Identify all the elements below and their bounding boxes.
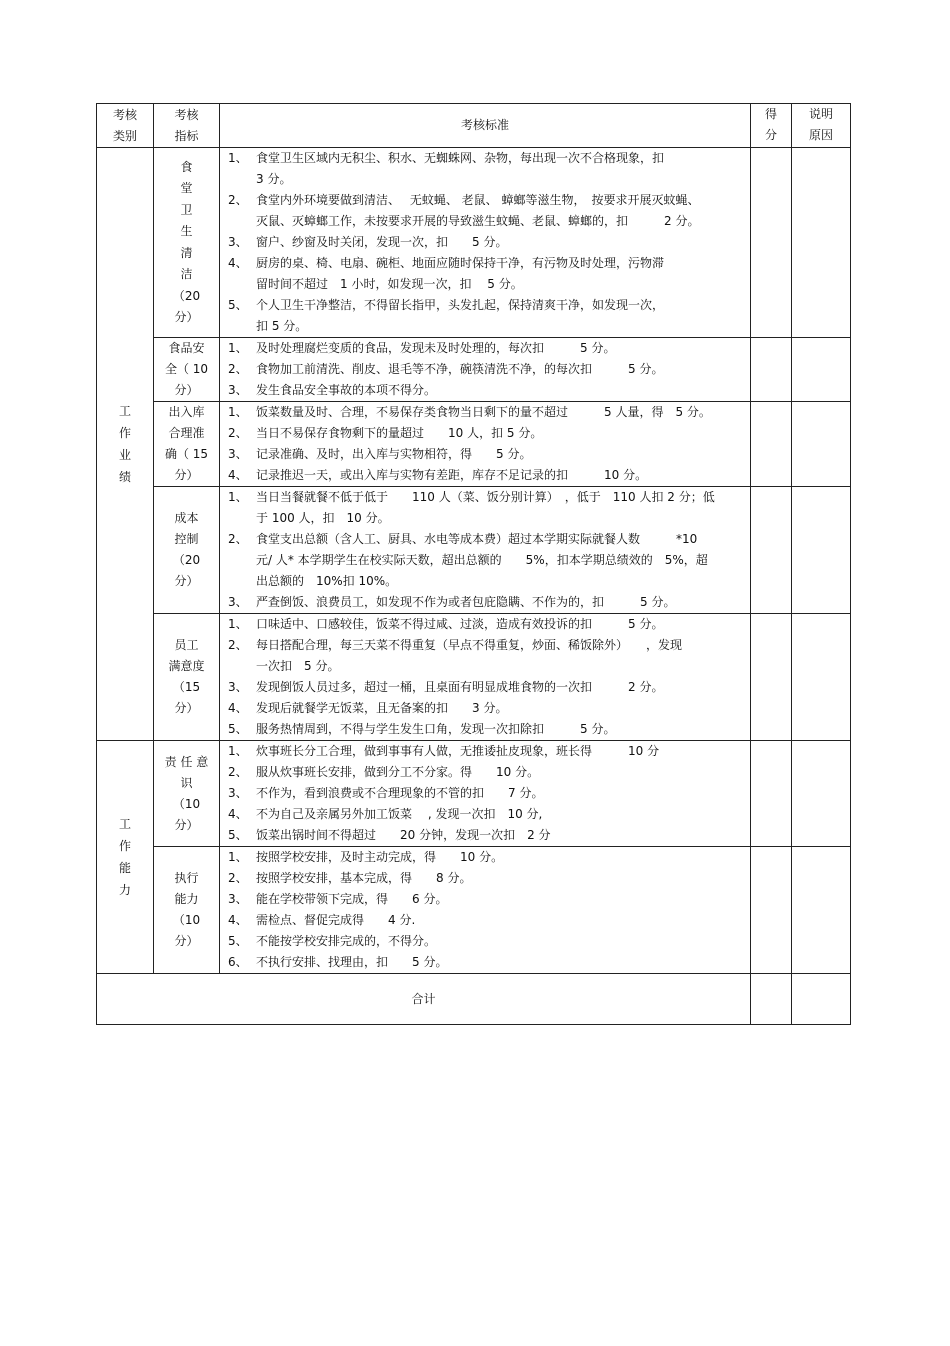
criterion-number: 4、	[228, 913, 248, 927]
score-cell[interactable]	[751, 847, 792, 974]
indicator-text: 分）	[174, 701, 199, 715]
criterion-text: 当日不易保存食物剩下的量超过 10 人，扣 5 分。	[256, 426, 543, 440]
criterion-item	[228, 380, 738, 401]
indicator-text: 堂	[180, 181, 193, 195]
criterion-item	[228, 444, 738, 465]
criterion-number: 2、	[228, 362, 248, 376]
indicator-text: （10	[172, 796, 201, 811]
criterion-text: 口味适中、口感较佳，饭菜不得过咸、过淡，造成有效投诉的扣 5 分。	[256, 617, 664, 631]
indicator-text: 洁	[180, 267, 193, 281]
criterion-text: 厨房的桌、椅、电扇、碗柜、地面应随时保持干净，有污物及时处理，污物滞	[256, 256, 665, 270]
total-reason-cell[interactable]	[792, 974, 851, 1025]
criterion-item	[228, 592, 738, 613]
criterion-text: 元/ 人* 本学期学生在校实际天数，超出总额的 5%，扣本学期总绩效的 5%，超	[256, 553, 708, 567]
reason-cell[interactable]	[792, 402, 851, 487]
indicator-text: 分）	[174, 310, 199, 324]
standard-cell	[220, 847, 751, 974]
criterion-number: 6、	[228, 955, 248, 969]
indicator-text: （10	[172, 913, 201, 927]
standard-cell	[220, 148, 751, 338]
criterion-text: 扣 5 分。	[256, 319, 308, 333]
criterion-text: 按照学校安排，及时主动完成，得 10 分。	[256, 850, 504, 864]
criterion-number: 1、	[228, 850, 248, 864]
section-row	[97, 847, 851, 974]
criterion-number: 3、	[228, 786, 248, 800]
criterion-text: 灭鼠、灭蟑螂工作，未按要求开展的导致滋生蚊蝇、老鼠、蟑螂的，扣 2 分。	[256, 214, 700, 228]
criterion-number: 3、	[228, 680, 248, 694]
standard-cell	[220, 338, 751, 402]
indicator-cell	[154, 847, 220, 974]
criterion-text: 饭菜数量及时、合理，不易保存类食物当日剩下的量不超过 5 人量，得 5 分。	[256, 405, 711, 419]
criterion-item	[228, 487, 738, 529]
criterion-text: 于 100 人，扣 10 分。	[256, 511, 390, 525]
category-char: 工	[118, 404, 131, 418]
category-char: 作	[118, 426, 131, 440]
assessment-table	[96, 103, 851, 1025]
criterion-number: 4、	[228, 701, 248, 715]
criterion-text: 需检点、督促完成得 4 分.	[256, 913, 416, 927]
score-cell[interactable]	[751, 741, 792, 847]
criterion-text: 不能按学校安排完成的，不得分。	[256, 934, 437, 948]
criterion-item	[228, 465, 738, 486]
indicator-text: 食	[180, 159, 193, 174]
criterion-text: 严查倒饭、浪费员工，如发现不作为或者包庇隐瞒、不作为的，扣 5 分。	[256, 595, 676, 609]
section-row	[97, 741, 851, 847]
indicator-text: 分）	[174, 817, 199, 832]
criterion-number: 2、	[228, 871, 248, 885]
criterion-text: 一次扣 5 分。	[256, 659, 340, 673]
section-row	[97, 614, 851, 741]
indicator-text: 分）	[174, 934, 199, 948]
criterion-item	[228, 762, 738, 783]
criterion-number: 5、	[228, 828, 248, 842]
criterion-number: 5、	[228, 934, 248, 948]
criterion-item	[228, 529, 738, 592]
criterion-item	[228, 868, 738, 889]
criterion-item	[228, 825, 738, 846]
criterion-number: 1、	[228, 405, 248, 419]
criterion-item	[228, 677, 738, 698]
indicator-cell	[154, 741, 220, 847]
criterion-item	[228, 635, 738, 677]
score-cell[interactable]	[751, 487, 792, 614]
criterion-text: 出总额的 10%扣 10%。	[256, 574, 398, 588]
indicator-text: 全（ 10	[164, 362, 209, 376]
section-row	[97, 148, 851, 338]
reason-cell[interactable]	[792, 148, 851, 338]
criterion-number: 1、	[228, 617, 248, 631]
header-standard: 考核标准	[220, 104, 751, 148]
category-char: 业	[118, 448, 131, 462]
criterion-text: 发现倒饭人员过多，超过一桶，且桌面有明显成堆食物的一次扣 2 分。	[256, 680, 664, 694]
category-char: 能	[118, 861, 131, 875]
category-char: 工	[118, 817, 131, 831]
standard-cell	[220, 402, 751, 487]
criterion-number: 1、	[228, 490, 248, 504]
indicator-text: （20	[172, 553, 201, 567]
criterion-item	[228, 889, 738, 910]
criterion-item	[228, 783, 738, 804]
section-row	[97, 402, 851, 487]
criterion-text: 记录准确、及时，出入库与实物相符，得 5 分。	[256, 447, 532, 461]
header-reason: 说明 原因	[792, 104, 851, 148]
reason-cell[interactable]	[792, 338, 851, 402]
criterion-number: 2、	[228, 638, 248, 652]
criterion-number: 2、	[228, 765, 248, 779]
criterion-item	[228, 614, 738, 635]
standard-cell	[220, 741, 751, 847]
score-cell[interactable]	[751, 614, 792, 741]
category-cell	[97, 148, 154, 741]
criterion-text: 不执行安排、找理由，扣 5 分。	[256, 955, 448, 969]
criterion-text: 不作为，看到浪费或不合理现象的不管的扣 7 分。	[256, 786, 544, 800]
standard-cell	[220, 614, 751, 741]
criterion-item	[228, 402, 738, 423]
indicator-text: 生	[180, 224, 193, 238]
standard-cell	[220, 487, 751, 614]
indicator-text: （20	[172, 288, 201, 303]
criterion-text: 服务热情周到，不得与学生发生口角，发现一次扣除扣 5 分。	[256, 722, 616, 736]
criterion-item	[228, 253, 738, 295]
reason-cell[interactable]	[792, 741, 851, 847]
criterion-item	[228, 952, 738, 973]
indicator-text: 分）	[174, 468, 199, 482]
criterion-text: 及时处理腐烂变质的食品，发现未及时处理的，每次扣 5 分。	[256, 341, 616, 355]
category-cell	[97, 741, 154, 974]
indicator-text: 识	[180, 775, 193, 790]
indicator-text: 合理准	[168, 426, 205, 440]
criterion-text: 当日当餐就餐不低于低于 110 人（菜、饭分别计算） ，低于 110 人扣 2 分；低	[256, 490, 715, 504]
header-row	[97, 104, 851, 148]
criterion-item	[228, 931, 738, 952]
criterion-text: 服从炊事班长安排，做到分工不分家。得 10 分。	[256, 765, 540, 779]
criterion-number: 3、	[228, 595, 248, 609]
indicator-text: 清	[180, 245, 193, 260]
criterion-number: 2、	[228, 426, 248, 440]
indicator-text: 责 任 意	[164, 754, 209, 769]
criterion-number: 5、	[228, 298, 248, 312]
reason-cell[interactable]	[792, 614, 851, 741]
criterion-number: 1、	[228, 151, 248, 165]
reason-cell[interactable]	[792, 847, 851, 974]
indicator-text: 成本	[174, 511, 199, 525]
criterion-number: 3、	[228, 447, 248, 461]
criterion-text: 食堂支出总额（含人工、厨具、水电等成本费）超过本学期实际就餐人数 *10	[256, 532, 698, 546]
criterion-number: 4、	[228, 468, 248, 482]
criterion-item	[228, 741, 738, 762]
indicator-text: 满意度	[168, 659, 205, 673]
criterion-item	[228, 295, 738, 337]
criterion-text: 不为自己及亲属另外加工饭菜 , 发现一次扣 10 分,	[256, 807, 543, 821]
criterion-text: 3 分。	[256, 172, 292, 186]
criterion-item	[228, 698, 738, 719]
criterion-item	[228, 338, 738, 359]
criterion-item	[228, 359, 738, 380]
indicator-text: （15	[172, 680, 201, 694]
total-row	[97, 974, 851, 1025]
criterion-number: 3、	[228, 892, 248, 906]
criterion-item	[228, 719, 738, 740]
section-row	[97, 338, 851, 402]
category-char: 作	[118, 839, 131, 853]
criterion-text: 食堂内外环境要做到清洁、 无蚊蝇、 老鼠、 蟑螂等滋生物， 按要求开展灭蚊蝇、	[256, 193, 700, 207]
indicator-text: 卫	[180, 202, 193, 217]
indicator-text: 出入库	[168, 405, 205, 419]
header-indicator: 考核 指标	[154, 104, 220, 148]
criterion-item	[228, 423, 738, 444]
criterion-text: 发生食品安全事故的本项不得分。	[256, 383, 437, 397]
criterion-text: 留时间不超过 1 小时，如发现一次，扣 5 分。	[256, 277, 523, 291]
criterion-text: 按照学校安排，基本完成，得 8 分。	[256, 871, 472, 885]
total-label: 合计	[97, 974, 751, 1025]
criterion-text: 记录推迟一天，或出入库与实物有差距，库存不足记录的扣 10 分。	[256, 468, 648, 482]
criterion-text: 能在学校带领下完成，得 6 分。	[256, 892, 448, 906]
criterion-number: 1、	[228, 744, 248, 758]
criterion-text: 个人卫生干净整洁，不得留长指甲，头发扎起，保持清爽干净，如发现一次，	[256, 298, 665, 312]
score-cell[interactable]	[751, 402, 792, 487]
criterion-item	[228, 910, 738, 931]
criterion-text: 发现后就餐学无饭菜，且无备案的扣 3 分。	[256, 701, 508, 715]
indicator-text: 员工	[174, 638, 199, 652]
header-category: 考核 类别	[97, 104, 154, 148]
criterion-text: 窗户、纱窗及时关闭，发现一次，扣 5 分。	[256, 235, 508, 249]
criterion-item	[228, 232, 738, 253]
indicator-text: 控制	[174, 532, 199, 546]
indicator-cell	[154, 148, 220, 338]
indicator-text: 分）	[174, 574, 199, 588]
indicator-text: 执行	[174, 871, 199, 885]
indicator-text: 食品安	[168, 341, 205, 355]
criterion-text: 食物加工前清洗、削皮、退毛等不净，碗筷清洗不净，的每次扣 5 分。	[256, 362, 664, 376]
criterion-number: 1、	[228, 341, 248, 355]
indicator-text: 能力	[174, 892, 199, 906]
criterion-text: 炊事班长分工合理，做到事事有人做，无推诿扯皮现象，班长得 10 分	[256, 744, 660, 758]
criterion-text: 食堂卫生区域内无积尘、积水、无蜘蛛网、杂物，每出现一次不合格现象，扣	[256, 151, 665, 165]
criterion-text: 饭菜出锅时间不得超过 20 分钟，发现一次扣 2 分	[256, 828, 551, 842]
criterion-number: 2、	[228, 193, 248, 207]
criterion-item	[228, 847, 738, 868]
total-score-cell[interactable]	[751, 974, 792, 1025]
criterion-number: 3、	[228, 235, 248, 249]
indicator-cell	[154, 402, 220, 487]
indicator-cell	[154, 614, 220, 741]
criterion-text: 每日搭配合理，每三天菜不得重复（早点不得重复，炒面、稀饭除外） ，发现	[256, 638, 683, 652]
score-cell[interactable]	[751, 338, 792, 402]
criterion-number: 3、	[228, 383, 248, 397]
criterion-number: 2、	[228, 532, 248, 546]
criterion-item	[228, 804, 738, 825]
reason-cell[interactable]	[792, 487, 851, 614]
criterion-number: 4、	[228, 807, 248, 821]
indicator-text: 确（ 15	[164, 447, 209, 461]
criterion-number: 5、	[228, 722, 248, 736]
criterion-item	[228, 148, 738, 190]
criterion-number: 4、	[228, 256, 248, 270]
indicator-cell	[154, 338, 220, 402]
criterion-item	[228, 190, 738, 232]
indicator-cell	[154, 487, 220, 614]
category-char: 力	[118, 883, 131, 897]
section-row	[97, 487, 851, 614]
header-score: 得 分	[751, 104, 792, 148]
indicator-text: 分）	[174, 383, 199, 397]
score-cell[interactable]	[751, 148, 792, 338]
category-char: 绩	[118, 470, 131, 484]
